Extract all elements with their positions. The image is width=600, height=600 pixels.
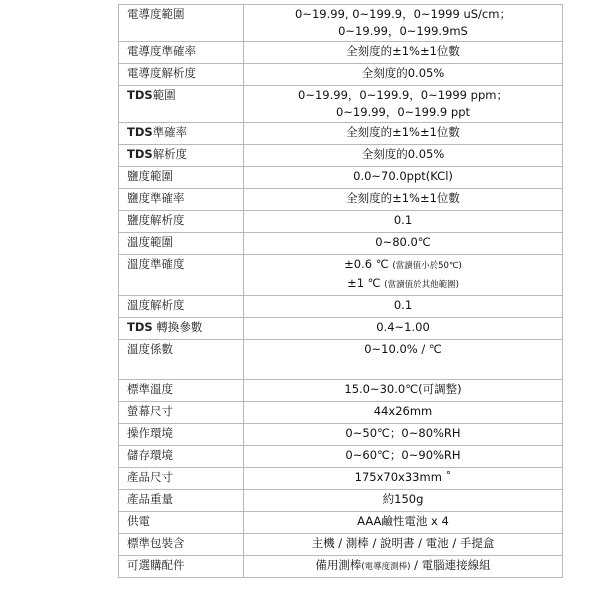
- spec-value-line: 15.0~30.0℃(可調整): [344, 382, 462, 396]
- spec-row: [119, 64, 563, 86]
- spec-value-line: [244, 256, 562, 275]
- spec-value: [244, 145, 563, 167]
- spec-value: [244, 380, 563, 402]
- spec-value-line: [410, 558, 490, 572]
- spec-row: [119, 490, 563, 512]
- spec-value: [244, 255, 563, 296]
- spec-value-line: 全刻度的±1%±1位數: [346, 44, 460, 58]
- spec-value: [244, 402, 563, 424]
- spec-value-line: 0.0~70.0ppt(KCl): [353, 169, 453, 183]
- spec-label-text: 螢幕尺寸: [127, 404, 173, 418]
- spec-value-main: / 電腦連接線組: [410, 558, 491, 572]
- spec-label-prefix: TDS: [127, 125, 153, 139]
- spec-value-line: 全刻度的0.05%: [361, 66, 445, 80]
- spec-value-line: 全刻度的±1%±1位數: [346, 125, 460, 139]
- spec-row: [119, 556, 563, 578]
- spec-row: [119, 340, 563, 380]
- spec-label: [119, 490, 244, 512]
- spec-label-prefix: TDS: [127, 88, 153, 102]
- spec-label-text: 標準溫度: [127, 382, 173, 396]
- spec-row: [119, 189, 563, 211]
- spec-row: [119, 42, 563, 64]
- spec-label-prefix: TDS: [127, 320, 153, 334]
- spec-row: [119, 534, 563, 556]
- spec-label-text: 範圍: [152, 88, 176, 102]
- spec-value-line: 44x26mm: [373, 404, 433, 418]
- spec-value: [244, 86, 563, 123]
- spec-value-note: (電導度測棒): [361, 562, 411, 572]
- spec-label: [119, 296, 244, 318]
- spec-label: [119, 556, 244, 578]
- spec-label: [119, 64, 244, 86]
- spec-label: [119, 255, 244, 296]
- spec-value-line: 0.4~1.00: [376, 320, 430, 334]
- spec-row: [119, 255, 563, 296]
- spec-label-text: 電導度解析度: [127, 66, 196, 80]
- spec-row: [119, 5, 563, 42]
- spec-label-text: 標準包裝含: [127, 536, 185, 550]
- spec-value: [244, 123, 563, 145]
- spec-value: [244, 211, 563, 233]
- spec-label: [119, 340, 244, 380]
- spec-label-text: 轉換參數: [152, 320, 203, 334]
- spec-label: [119, 211, 244, 233]
- spec-value-line: 0~19.99，0~199.9mS: [338, 24, 468, 38]
- spec-value: [244, 340, 563, 380]
- spec-label: [119, 189, 244, 211]
- spec-value: [244, 446, 563, 468]
- spec-label-text: 產品尺寸: [127, 470, 173, 484]
- spec-value: [244, 424, 563, 446]
- spec-table: [118, 4, 563, 578]
- spec-value: [244, 296, 563, 318]
- spec-row: [119, 318, 563, 340]
- spec-row: [119, 86, 563, 123]
- spec-value: [244, 167, 563, 189]
- spec-value: [244, 5, 563, 42]
- spec-label: [119, 512, 244, 534]
- spec-label-text: 電導度準確率: [127, 44, 196, 58]
- spec-value-note: (當讀值小於50℃): [392, 261, 462, 271]
- spec-label-text: 溫度準確度: [127, 257, 185, 271]
- spec-value-main: ±0.6 ℃: [344, 257, 393, 271]
- spec-label: [119, 446, 244, 468]
- spec-value-line: 0~80.0℃: [375, 235, 431, 249]
- spec-value-main: ±1 ℃: [347, 276, 385, 290]
- spec-row: [119, 296, 563, 318]
- spec-value-line: 0~19.99, 0~199.9，0~1999 uS/cm；: [295, 7, 511, 21]
- spec-label: [119, 167, 244, 189]
- spec-row: [119, 145, 563, 167]
- spec-value-line: 0~10.0% / ℃: [364, 342, 442, 356]
- spec-value-line: 約150g: [382, 492, 424, 506]
- spec-label-text: 鹽度解析度: [127, 213, 185, 227]
- spec-label-prefix: TDS: [127, 147, 153, 161]
- spec-row: [119, 512, 563, 534]
- spec-label: [119, 402, 244, 424]
- spec-label-text: 鹽度準確率: [127, 191, 185, 205]
- spec-value: [244, 64, 563, 86]
- spec-value-line: [315, 558, 410, 572]
- spec-value: [244, 534, 563, 556]
- spec-value-line: AAA鹼性電池 x 4: [357, 514, 449, 528]
- spec-label: [119, 233, 244, 255]
- spec-row: [119, 233, 563, 255]
- spec-value: [244, 556, 563, 578]
- spec-label-text: 供電: [127, 514, 150, 528]
- spec-label-text: 儲存環境: [127, 448, 173, 462]
- spec-value: [244, 512, 563, 534]
- spec-label-text: 溫度係數: [127, 342, 173, 356]
- spec-label: [119, 424, 244, 446]
- spec-label: [119, 123, 244, 145]
- spec-value-line: 全刻度的0.05%: [361, 147, 445, 161]
- spec-value: [244, 318, 563, 340]
- spec-row: [119, 468, 563, 490]
- spec-label-text: 電導度範圍: [127, 7, 185, 21]
- spec-value-main: 備用測棒: [315, 558, 362, 572]
- spec-label: [119, 145, 244, 167]
- spec-label-text: 操作環境: [127, 426, 173, 440]
- spec-label: [119, 42, 244, 64]
- spec-label: [119, 534, 244, 556]
- spec-row: [119, 424, 563, 446]
- spec-label-text: 準確率: [152, 125, 188, 139]
- spec-label: [119, 318, 244, 340]
- spec-label: [119, 468, 244, 490]
- spec-value: [244, 468, 563, 490]
- spec-label: [119, 380, 244, 402]
- spec-label-text: 產品重量: [127, 492, 173, 506]
- spec-value-line: 0~19.99，0~199.9，0~1999 ppm；: [298, 88, 508, 102]
- spec-label-text: 溫度解析度: [127, 298, 185, 312]
- spec-value-line: [244, 275, 562, 294]
- spec-value: [244, 189, 563, 211]
- spec-value: [244, 42, 563, 64]
- spec-value-line: 0~60℃；0~90%RH: [345, 448, 461, 462]
- spec-value-line: 0~50℃；0~80%RH: [345, 426, 461, 440]
- spec-label-text: 可選購配件: [127, 558, 185, 572]
- spec-value-line: 全刻度的±1%±1位數: [346, 191, 460, 205]
- spec-value-line: 0.1: [393, 213, 413, 227]
- spec-label-text: 解析度: [152, 147, 188, 161]
- spec-value: [244, 490, 563, 512]
- spec-value-note: (當讀值於其他範圍): [384, 280, 459, 290]
- spec-value-line: 主機 / 測棒 / 說明書 / 電池 / 手提盒: [311, 536, 495, 550]
- spec-row: [119, 402, 563, 424]
- spec-label: [119, 5, 244, 42]
- spec-label-text: 鹽度範圍: [127, 169, 173, 183]
- spec-row: [119, 380, 563, 402]
- spec-value-line: 175x70x33mm ˚: [354, 470, 452, 484]
- spec-row: [119, 211, 563, 233]
- spec-row: [119, 446, 563, 468]
- spec-value-line: 0.1: [393, 298, 413, 312]
- spec-value-line: 0~19.99，0~199.9 ppt: [335, 105, 470, 119]
- spec-row: [119, 167, 563, 189]
- spec-row: [119, 123, 563, 145]
- spec-value: [244, 233, 563, 255]
- spec-label-text: 溫度範圍: [127, 235, 173, 249]
- spec-label: [119, 86, 244, 123]
